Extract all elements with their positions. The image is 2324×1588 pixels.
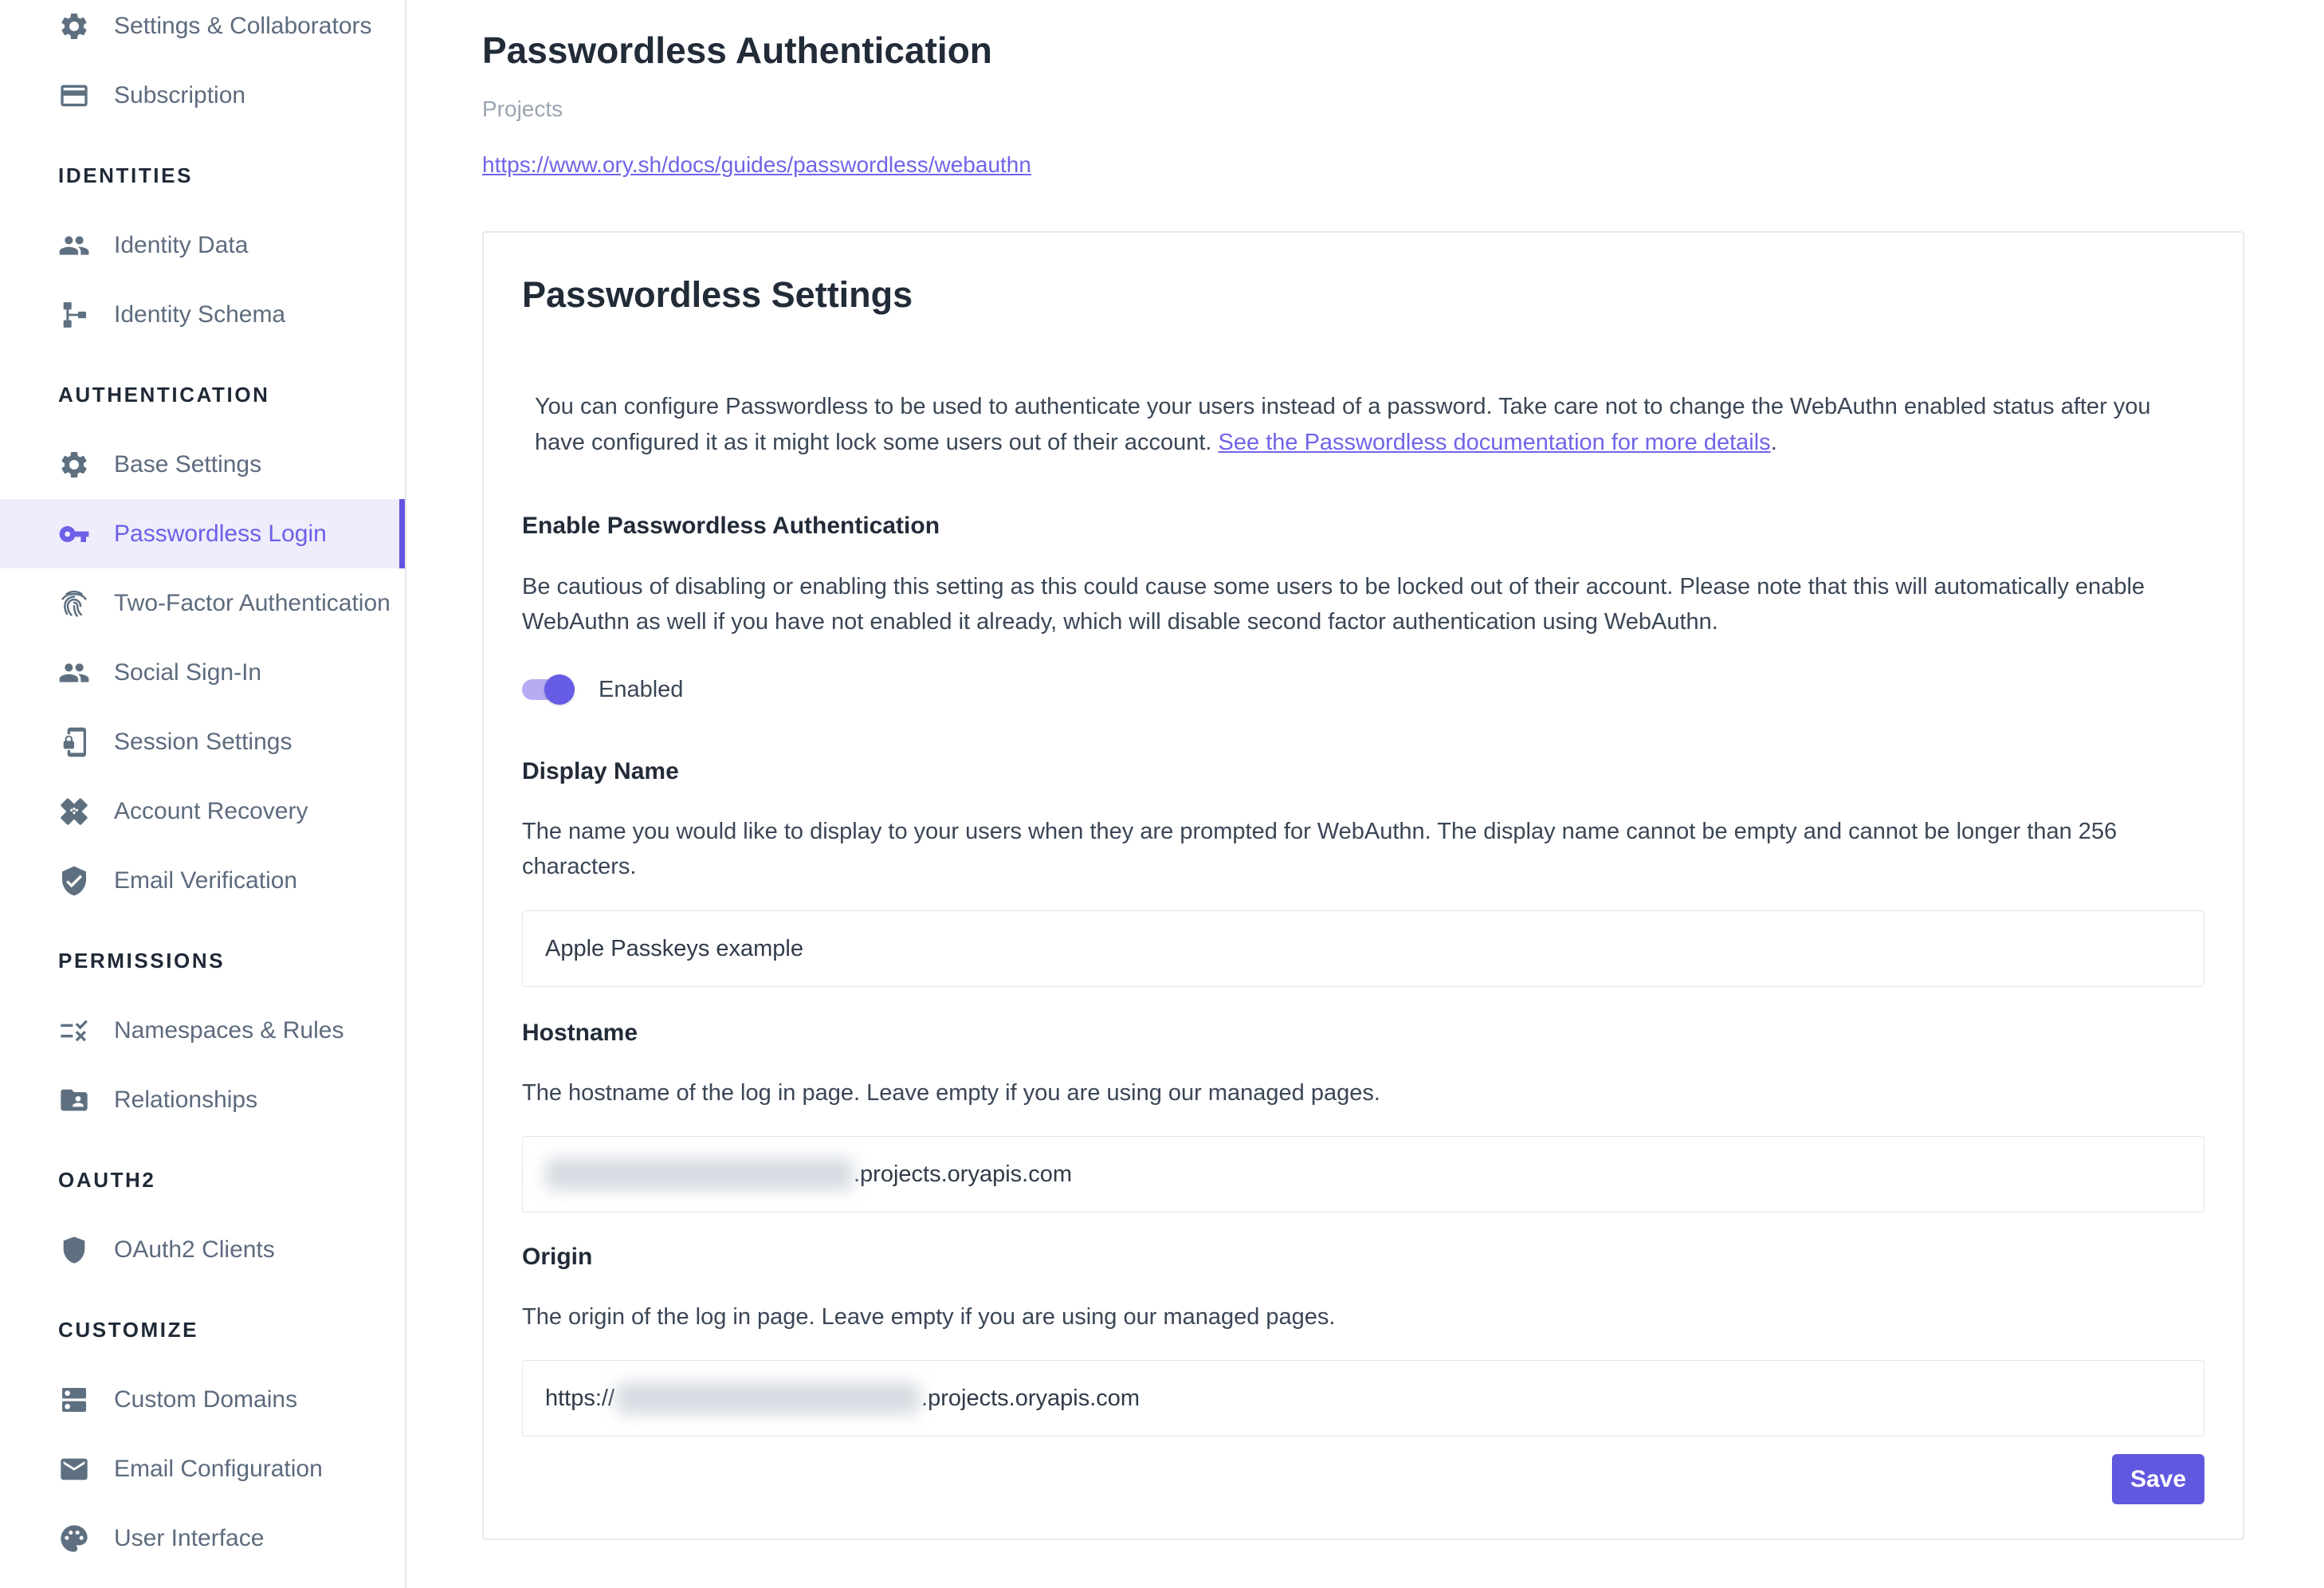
sidebar-item-custom-domains[interactable] [0,1365,405,1434]
sidebar-item-email-configuration[interactable] [0,1434,405,1503]
sidebar-item-label: OAuth2 Clients [114,1236,275,1263]
intro-suffix: . [1770,430,1777,455]
sidebar-item-label: Identity Schema [114,301,286,328]
sidebar-section-authentication: AUTHENTICATION [58,383,270,407]
sidebar-item-label: Session Settings [114,728,292,755]
key-icon [58,518,90,550]
sidebar-item-base-settings[interactable] [0,430,405,499]
sidebar-item-identity-data[interactable] [0,210,405,280]
hostname-heading: Hostname [522,1020,638,1046]
sidebar-section-identities: IDENTITIES [58,163,194,187]
origin-heading: Origin [522,1244,593,1270]
hostname-suffix: .projects.oryapis.com [854,1161,1072,1187]
rule-icon [58,1015,90,1047]
card-intro [535,389,2204,461]
sidebar-item-account-recovery[interactable] [0,776,405,846]
webauthn-doc-link[interactable]: https://www.ory.sh/docs/guides/passwordless/webauthn [482,152,1031,177]
gear-icon [58,10,90,42]
passwordless-settings-card [482,231,2244,1540]
breadcrumb: Projects [482,96,563,121]
sidebar-item-label: Custom Domains [114,1386,298,1413]
sidebar-item-label: Subscription [114,81,246,108]
display-name-description: The name you would like to display to your users when they are prompted for WebAuthn. The display name cannot be empty and cannot be longer than 256 characters. [522,819,2118,879]
sidebar-item-label: Settings & Collaborators [114,12,372,39]
page-title: Passwordless Authentication [482,29,992,71]
sidebar-section-oauth2: OAUTH2 [58,1168,156,1192]
sidebar-item-label: Passwordless Login [114,520,327,547]
origin-suffix: .projects.oryapis.com [921,1385,1140,1411]
sidebar-item-label: Identity Data [114,231,249,258]
people-icon [58,230,90,261]
sidebar-section-permissions: PERMISSIONS [58,949,226,973]
sidebar-item-subscription[interactable] [0,61,405,130]
redacted-origin-text [616,1382,920,1414]
enable-description: Be cautious of disabling or enabling this setting as this could cause some users to be locked out of their account. Please note that this will automatically enable WebAuthn as well if you have not enabled it already, which will disable second factor authentication using WebAuthn. [522,574,2145,635]
display-name-heading: Display Name [522,758,679,784]
folder-person-icon [58,1084,90,1116]
schema-icon [58,299,90,331]
hostname-input[interactable] [522,1136,2204,1213]
gear-icon [58,449,90,481]
sidebar-item-email-verification[interactable] [0,846,405,915]
sidebar-item-label: Base Settings [114,450,262,478]
credit-card-icon [58,80,90,112]
sidebar-item-label: Account Recovery [114,797,308,824]
main-content [406,0,2324,1588]
redacted-hostname-text [545,1158,854,1190]
sidebar-nav [0,0,405,1573]
phone-lock-icon [58,726,90,758]
origin-prefix: https:// [545,1385,615,1411]
sidebar-section-customize: CUSTOMIZE [58,1318,199,1342]
envelope-icon [58,1453,90,1485]
card-actions [522,1454,2204,1504]
sidebar-item-two-factor-authentication[interactable] [0,568,405,638]
card-title: Passwordless Settings [522,274,913,315]
sidebar-item-session-settings[interactable] [0,707,405,776]
save-button[interactable]: Save [2112,1454,2204,1504]
sidebar-item-user-interface[interactable] [0,1503,405,1573]
sidebar-item-label: Email Configuration [114,1455,323,1482]
sidebar [0,0,406,1588]
enable-toggle-row [522,674,2204,705]
sidebar-item-label: Social Sign-In [114,658,262,686]
people-icon [58,657,90,689]
passwordless-toggle[interactable] [522,674,575,705]
toggle-thumb-icon [544,674,575,705]
sidebar-item-settings-collaborators[interactable] [0,0,405,61]
origin-input[interactable] [522,1360,2204,1437]
sidebar-item-label: Email Verification [114,867,298,894]
toggle-label: Enabled [599,676,684,702]
sidebar-item-label: Namespaces & Rules [114,1016,344,1044]
origin-description: The origin of the log in page. Leave empty if you are using our managed pages. [522,1304,1336,1330]
sidebar-item-identity-schema[interactable] [0,280,405,349]
server-icon [58,1384,90,1416]
palette-icon [58,1523,90,1555]
intro-text: You can configure Passwordless to be used to authenticate your users instead of a password. Take care not to change the WebAuthn enabled status after you have configured it as it might lock some users out of their account. [535,394,2151,455]
display-name-input[interactable] [522,910,2204,987]
fingerprint-icon [58,588,90,619]
enable-heading: Enable Passwordless Authentication [522,513,940,539]
sidebar-item-oauth2-clients[interactable] [0,1215,405,1284]
sidebar-item-relationships[interactable] [0,1065,405,1134]
sidebar-item-label: Relationships [114,1086,258,1113]
sidebar-item-namespaces-rules[interactable] [0,996,405,1065]
passwordless-doc-link[interactable]: See the Passwordless documentation for more details [1218,430,1771,455]
hostname-description: The hostname of the log in page. Leave empty if you are using our managed pages. [522,1080,1380,1106]
sidebar-item-label: Two-Factor Authentication [114,589,391,616]
shield-check-icon [58,865,90,897]
sidebar-item-passwordless-login[interactable] [0,499,405,568]
shield-icon [58,1234,90,1266]
bandage-icon [58,796,90,827]
sidebar-item-label: User Interface [114,1524,265,1551]
sidebar-item-social-sign-in[interactable] [0,638,405,707]
